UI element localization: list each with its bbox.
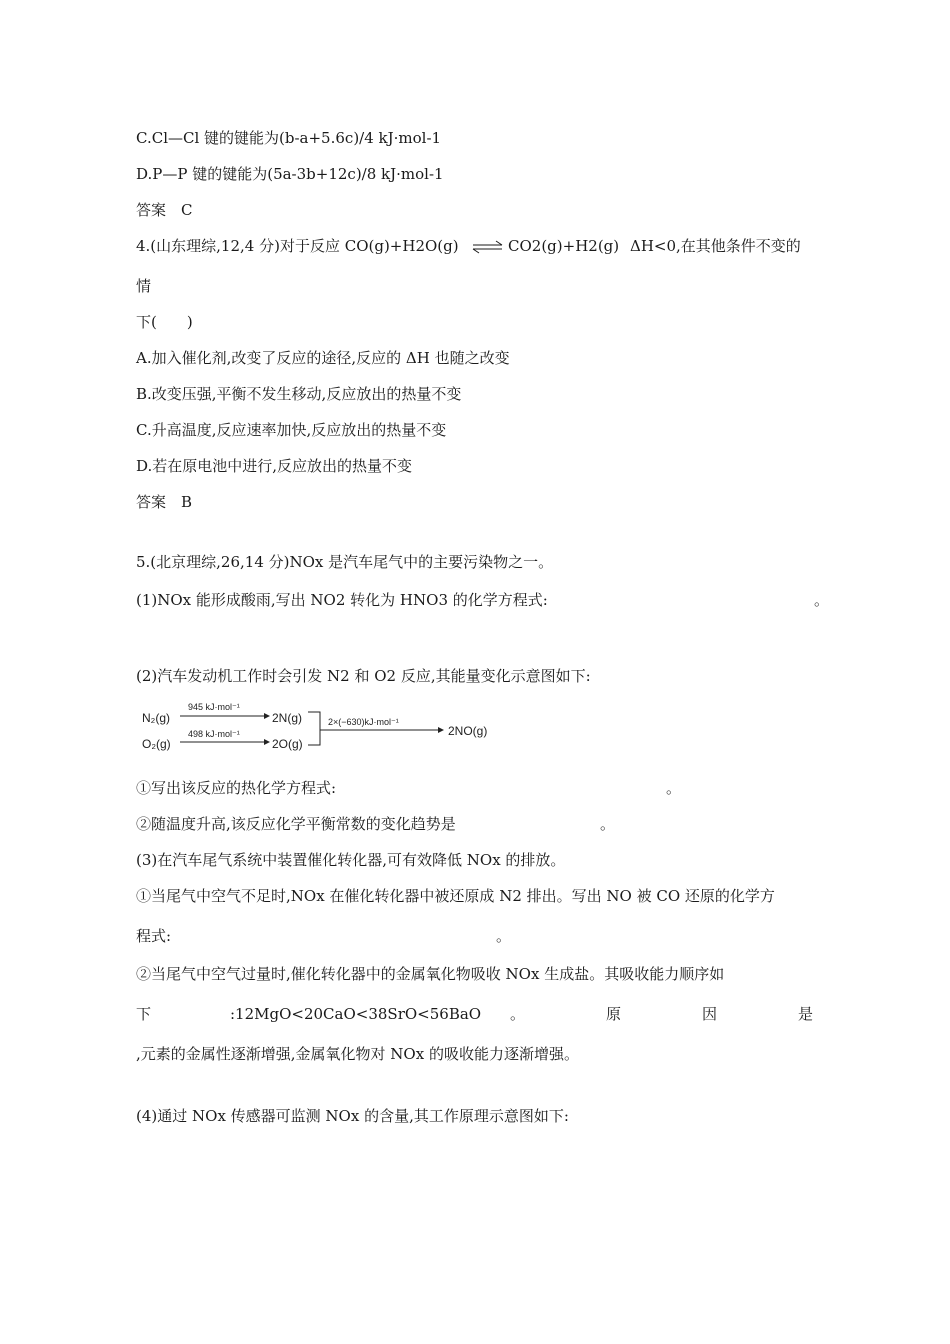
question-5-part-3a: ①当尾气中空气不足时,NOx 在催化转化器中被还原成 N2 排出。写出 NO 被 CO 还原的化学方 (136, 887, 775, 905)
question-4-wrap: 情 (136, 277, 152, 295)
question-5-part-2b-end: 。 (600, 815, 616, 833)
option-c-text: C.Cl—Cl 键的键能为(b-a+5.6c)/4 kJ·mol-1 (136, 129, 442, 147)
question-4-stem: 4.(山东理综,12,4 分)对于反应 CO(g)+H2O(g) (136, 237, 459, 255)
option-4d: D.若在原电池中进行,反应放出的热量不变 (136, 457, 413, 475)
question-5-part-1-end: 。 (814, 591, 830, 609)
question-5-part-3a-wrap: 程式: (136, 927, 172, 945)
answer-3: 答案 C (136, 201, 193, 219)
arrow-o2-head (264, 739, 270, 745)
option-4b: B.改变压强,平衡不发生移动,反应放出的热量不变 (136, 385, 462, 403)
2no-label: 2NO(g) (448, 724, 488, 738)
option-4c: C.升高温度,反应速率加快,反应放出的热量不变 (136, 421, 447, 439)
order-end: 。 (510, 1005, 526, 1023)
reason-char-2: 因 (702, 1005, 718, 1023)
2o-label: 2O(g) (272, 737, 303, 751)
equilibrium-arrow-icon (472, 240, 504, 254)
question-4-condition: ΔH<0,在其他条件不变的 (630, 237, 801, 255)
question-5-part-2b: ②随温度升高,该反应化学平衡常数的变化趋势是 (136, 815, 456, 833)
energy-945-label: 945 kJ·mol⁻¹ (188, 702, 240, 712)
question-4-products: CO2(g)+H2(g) (508, 237, 620, 255)
absorption-order: :12MgO<20CaO<38SrO<56BaO (230, 1005, 482, 1023)
question-5-part-2a: ①写出该反应的热化学方程式: (136, 779, 337, 797)
question-5-stem: 5.(北京理综,26,14 分)NOx 是汽车尾气中的主要污染物之一。 (136, 553, 554, 571)
question-5-part-2: (2)汽车发动机工作时会引发 N2 和 O2 反应,其能量变化示意图如下: (136, 667, 591, 685)
question-5-part-2a-end: 。 (666, 779, 682, 797)
question-5-part-3b-xia: 下 (136, 1005, 152, 1023)
option-4a: A.加入催化剂,改变了反应的途径,反应的 ΔH 也随之改变 (136, 349, 510, 367)
question-5-part-3b: ②当尾气中空气过量时,催化转化器中的金属氧化物吸收 NOx 生成盐。其吸收能力顺序如 (136, 965, 725, 983)
bracket (308, 712, 320, 745)
question-5-part-3b-reason: ,元素的金属性逐渐增强,金属氧化物对 NOx 的吸收能力逐渐增强。 (136, 1045, 579, 1063)
n2-label: N₂(g) (142, 711, 170, 725)
energy-diagram (136, 698, 516, 754)
question-5-part-4: (4)通过 NOx 传感器可监测 NOx 的含量,其工作原理示意图如下: (136, 1107, 569, 1125)
energy-630-label: 2×(−630)kJ·mol⁻¹ (328, 717, 399, 727)
o2-label: O₂(g) (142, 737, 171, 751)
question-5-part-3a-end: 。 (496, 927, 512, 945)
question-5-part-1: (1)NOx 能形成酸雨,写出 NO2 转化为 HNO3 的化学方程式: (136, 591, 548, 609)
question-5-part-3: (3)在汽车尾气系统中装置催化转化器,可有效降低 NOx 的排放。 (136, 851, 566, 869)
reason-char-3: 是 (798, 1005, 814, 1023)
2n-label: 2N(g) (272, 711, 303, 725)
energy-498-label: 498 kJ·mol⁻¹ (188, 729, 240, 739)
answer-4: 答案 B (136, 493, 193, 511)
question-4-blank: 下( ) (136, 313, 193, 331)
arrow-n2-head (264, 713, 270, 719)
arrow-no-head (438, 727, 444, 733)
option-d-text: D.P—P 键的键能为(5a-3b+12c)/8 kJ·mol-1 (136, 165, 444, 183)
reason-char-1: 原 (606, 1005, 622, 1023)
